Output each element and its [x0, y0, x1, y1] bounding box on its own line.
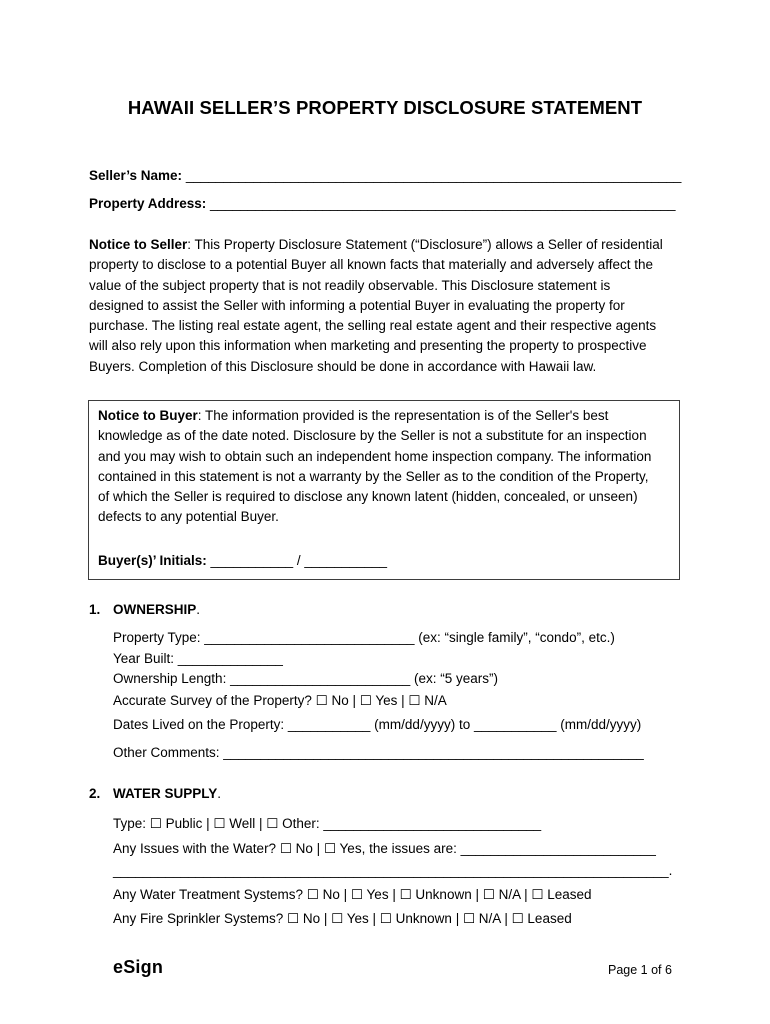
ownership-length-row[interactable]: Ownership Length: ________________________ (ex: “5 years”) [113, 671, 499, 686]
sellers-name-label: Seller’s Name: [89, 168, 183, 183]
dates-lived-row[interactable]: Dates Lived on the Property: ___________ (mm/dd/yyyy) to ___________ (mm/dd/yyyy) [113, 717, 642, 732]
notice-seller-line: Buyers. Completion of this Disclosure should be done in accordance with Hawaii law. [89, 358, 597, 374]
notice-buyer-heading: Notice to Buyer [98, 408, 198, 423]
notice-seller-line: property to disclose to a potential Buyer all known facts that materially and adversely affect the [89, 257, 654, 273]
esign-logo: eSign [113, 957, 164, 977]
notice-seller-line: designed to assist the Seller with informing a potential Buyer in evaluating the property for [89, 297, 625, 313]
buyer-initials-blanks[interactable]: ___________ / ___________ [210, 553, 387, 568]
section-water-supply-heading: 2. WATER SUPPLY. [89, 786, 222, 801]
year-built-row[interactable]: Year Built: ______________ [113, 651, 283, 666]
notice-to-buyer [98, 406, 651, 528]
page-number: Page 1 of 6 [608, 963, 672, 977]
property-type-row[interactable]: Property Type: ____________________________ (ex: “single family”, “condo”, etc.) [113, 630, 615, 645]
property-address-field [89, 196, 676, 211]
section-ownership-heading: 1. OWNERSHIP. [89, 602, 201, 617]
notice-seller-line: Notice to Seller: This Property Disclosure Statement (“Disclosure”) allows a Seller of residential [89, 237, 663, 252]
notice-buyer-line: of which the Seller is required to disclose any known latent (hidden, concealed, or unseen) [98, 489, 638, 505]
notice-seller-heading: Notice to Seller [89, 237, 188, 252]
notice-buyer-line: and you may wish to obtain such an independent home inspection company. The information [98, 448, 652, 464]
notice-buyer-line: contained in this statement is not a warranty by the Seller as to the condition of the Property, [98, 468, 649, 484]
section-name: WATER SUPPLY [113, 786, 218, 801]
water-issues-continued-row[interactable]: __________________________________________________________________________. [113, 863, 673, 878]
document-title: HAWAII SELLER’S PROPERTY DISCLOSURE STATEMENT [127, 97, 643, 118]
notice-buyer-line: defects to any potential Buyer. [98, 509, 279, 525]
sellers-name-field [89, 168, 681, 183]
notice-to-seller [89, 235, 663, 377]
water-issues-row[interactable]: Any Issues with the Water? ☐ No | ☐ Yes, the issues are: __________________________ [113, 841, 656, 856]
notice-buyer-line: Notice to Buyer: The information provided is the representation is of the Seller's best [98, 408, 609, 423]
water-treatment-row[interactable]: Any Water Treatment Systems? ☐ No | ☐ Yes | ☐ Unknown | ☐ N/A | ☐ Leased [113, 887, 592, 902]
water-type-row[interactable]: Type: ☐ Public | ☐ Well | ☐ Other: _____________________________ [113, 816, 542, 831]
notice-buyer-line: knowledge as of the date noted. Disclosure by the Seller is not a substitute for an inspection [98, 428, 647, 444]
section-number: 2. [89, 786, 101, 801]
notice-seller-line: purchase. The listing real estate agent, the selling real estate agent and their respective agents [89, 318, 657, 334]
other-comments-row[interactable]: Other Comments: ________________________________________________________ [113, 745, 644, 760]
property-address-label: Property Address: [89, 196, 207, 211]
property-address-blank[interactable]: ______________________________________________________________ [210, 196, 676, 211]
buyer-initials-field [98, 553, 387, 568]
section-name: OWNERSHIP [113, 602, 197, 617]
fire-sprinkler-row[interactable]: Any Fire Sprinkler Systems? ☐ No | ☐ Yes | ☐ Unknown | ☐ N/A | ☐ Leased [113, 911, 572, 926]
notice-seller-line: value of the subject property that is not readily observable. This Disclosure statement is [89, 277, 611, 293]
buyer-initials-label: Buyer(s)’ Initials: [98, 553, 207, 568]
sellers-name-blank[interactable]: __________________________________________________________________ [185, 168, 682, 183]
notice-seller-line: will also rely upon this information when marketing and presenting the property to prospective [89, 338, 647, 354]
accurate-survey-row[interactable]: Accurate Survey of the Property? ☐ No | ☐ Yes | ☐ N/A [113, 693, 447, 708]
section-number: 1. [89, 602, 101, 617]
